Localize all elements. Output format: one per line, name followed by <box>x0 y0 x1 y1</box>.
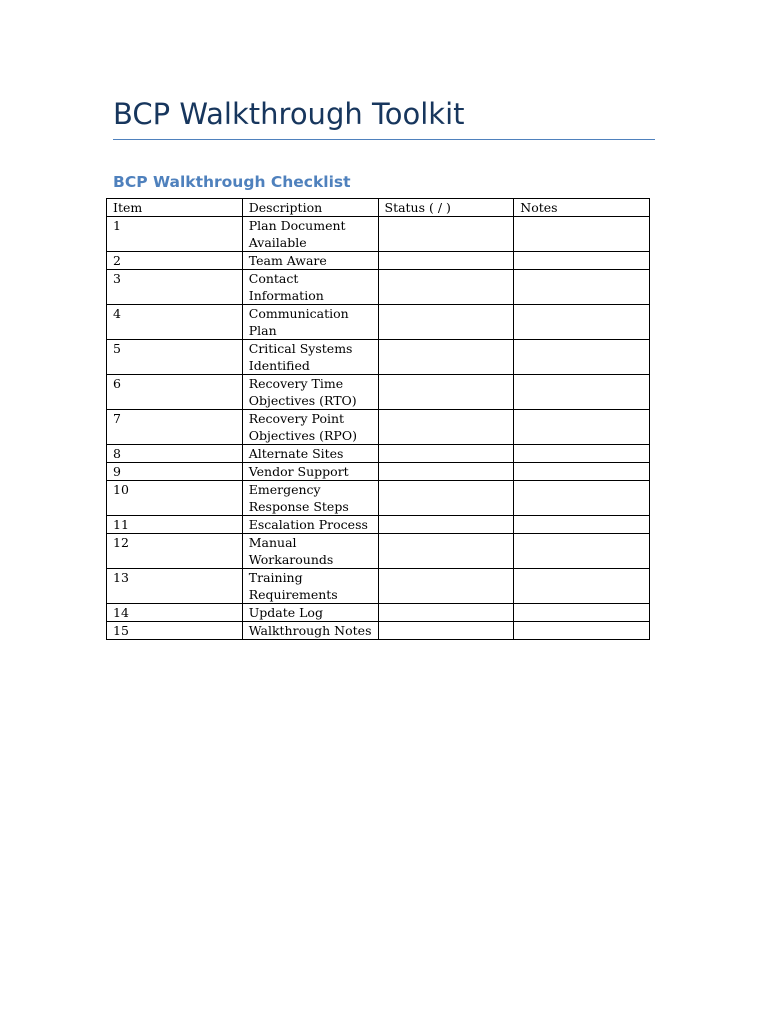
cell-item: 5 <box>107 340 243 375</box>
cell-status <box>378 622 514 640</box>
cell-item: 11 <box>107 516 243 534</box>
table-row <box>107 534 650 569</box>
cell-status <box>378 252 514 270</box>
cell-item: 1 <box>107 217 243 252</box>
cell-notes <box>514 534 650 569</box>
cell-notes <box>514 410 650 445</box>
cell-notes <box>514 340 650 375</box>
cell-description: Contact Information <box>242 270 378 305</box>
cell-description: Plan Document Available <box>242 217 378 252</box>
cell-description: Emergency Response Steps <box>242 481 378 516</box>
cell-status <box>378 340 514 375</box>
header-notes: Notes <box>514 199 650 217</box>
cell-status <box>378 305 514 340</box>
cell-item: 6 <box>107 375 243 410</box>
cell-description: Recovery Point Objectives (RPO) <box>242 410 378 445</box>
cell-status <box>378 375 514 410</box>
cell-item: 8 <box>107 445 243 463</box>
table-header-row <box>107 199 650 217</box>
cell-notes <box>514 481 650 516</box>
cell-status <box>378 410 514 445</box>
cell-description: Update Log <box>242 604 378 622</box>
cell-notes <box>514 375 650 410</box>
cell-notes <box>514 622 650 640</box>
table-row <box>107 569 650 604</box>
cell-item: 4 <box>107 305 243 340</box>
cell-notes <box>514 217 650 252</box>
header-item: Item <box>107 199 243 217</box>
cell-description: Walkthrough Notes <box>242 622 378 640</box>
table-row <box>107 270 650 305</box>
cell-notes <box>514 463 650 481</box>
cell-notes <box>514 252 650 270</box>
cell-notes <box>514 516 650 534</box>
cell-description: Critical Systems Identified <box>242 340 378 375</box>
section-heading: BCP Walkthrough Checklist <box>113 173 351 191</box>
cell-item: 13 <box>107 569 243 604</box>
cell-notes <box>514 305 650 340</box>
cell-status <box>378 217 514 252</box>
cell-item: 3 <box>107 270 243 305</box>
cell-item: 15 <box>107 622 243 640</box>
cell-status <box>378 270 514 305</box>
cell-notes <box>514 569 650 604</box>
cell-item: 14 <box>107 604 243 622</box>
cell-description: Training Requirements <box>242 569 378 604</box>
cell-notes <box>514 445 650 463</box>
cell-description: Recovery Time Objectives (RTO) <box>242 375 378 410</box>
cell-item: 7 <box>107 410 243 445</box>
cell-description: Manual Workarounds <box>242 534 378 569</box>
table-row <box>107 217 650 252</box>
table-row <box>107 622 650 640</box>
cell-description: Escalation Process <box>242 516 378 534</box>
cell-status <box>378 569 514 604</box>
table-row <box>107 604 650 622</box>
table-row <box>107 252 650 270</box>
cell-status <box>378 463 514 481</box>
cell-status <box>378 604 514 622</box>
cell-description: Vendor Support <box>242 463 378 481</box>
table-row <box>107 305 650 340</box>
checklist-table <box>106 198 650 640</box>
cell-status <box>378 516 514 534</box>
header-description: Description <box>242 199 378 217</box>
cell-item: 10 <box>107 481 243 516</box>
document-title: BCP Walkthrough Toolkit <box>113 97 465 131</box>
table-row <box>107 481 650 516</box>
cell-description: Communication Plan <box>242 305 378 340</box>
cell-notes <box>514 270 650 305</box>
cell-status <box>378 481 514 516</box>
table-row <box>107 410 650 445</box>
table-row <box>107 340 650 375</box>
cell-description: Team Aware <box>242 252 378 270</box>
header-status: Status ( / ) <box>378 199 514 217</box>
cell-status <box>378 445 514 463</box>
table-row <box>107 375 650 410</box>
table-row <box>107 516 650 534</box>
cell-notes <box>514 604 650 622</box>
table-row <box>107 463 650 481</box>
cell-item: 9 <box>107 463 243 481</box>
cell-description: Alternate Sites <box>242 445 378 463</box>
cell-status <box>378 534 514 569</box>
table-row <box>107 445 650 463</box>
cell-item: 12 <box>107 534 243 569</box>
cell-item: 2 <box>107 252 243 270</box>
title-underline-rule <box>113 139 655 140</box>
